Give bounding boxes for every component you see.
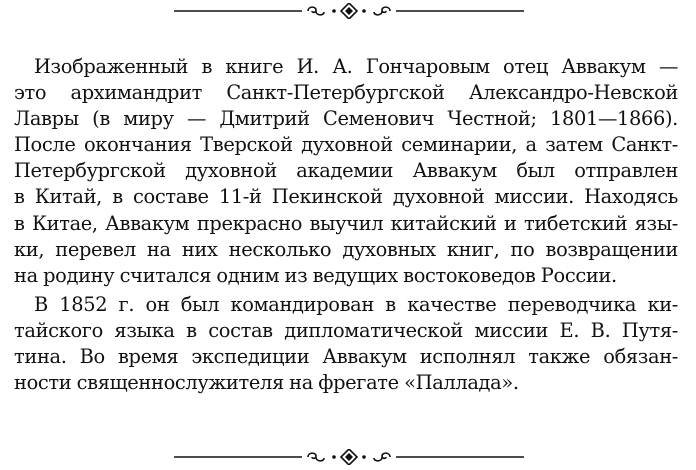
text-line: на родину считался одним из ведущих востоковедов России. bbox=[14, 263, 617, 287]
paragraph-2 bbox=[14, 292, 678, 396]
top-ornament-divider bbox=[174, 3, 524, 19]
ornament-divider-icon bbox=[174, 449, 524, 465]
text-line: в Китай, в составе 11-й Пекинской духовной миссии. Находясь bbox=[14, 185, 678, 209]
article-body bbox=[14, 54, 678, 396]
ornament-divider-icon bbox=[174, 3, 524, 19]
text-line: это архимандрит Санкт-Петербургской Александро-Невской bbox=[14, 81, 678, 105]
text-line: в Китае, Аввакум прекрасно выучил китайский и тибетский язы- bbox=[14, 211, 678, 235]
text-line: Лавры (в миру — Дмитрий Семенович Честной; 1801—1866). bbox=[14, 107, 678, 131]
text-line: Изображенный в книге И. А. Гончаровым отец Аввакум — bbox=[34, 55, 678, 78]
text-line: ки, перевел на них несколько духовных книг, по возвращении bbox=[14, 237, 678, 261]
text-line: тина. Во время экспедиции Аввакум исполнял также обязан- bbox=[14, 345, 678, 369]
text-line: тайского языка в состав дипломатической миссии Е. В. Путя- bbox=[14, 318, 678, 342]
text-line: ности священнослужителя на фрегате «Паллада». bbox=[14, 371, 519, 395]
paragraph-1 bbox=[14, 54, 678, 289]
bottom-ornament-divider bbox=[174, 449, 524, 465]
text-line: В 1852 г. он был командирован в качестве переводчика ки- bbox=[34, 292, 678, 316]
text-line: Петербургской духовной академии Аввакум был отправлен bbox=[14, 159, 678, 183]
text-line: После окончания Тверской духовной семинарии, а затем Санкт- bbox=[14, 133, 678, 157]
